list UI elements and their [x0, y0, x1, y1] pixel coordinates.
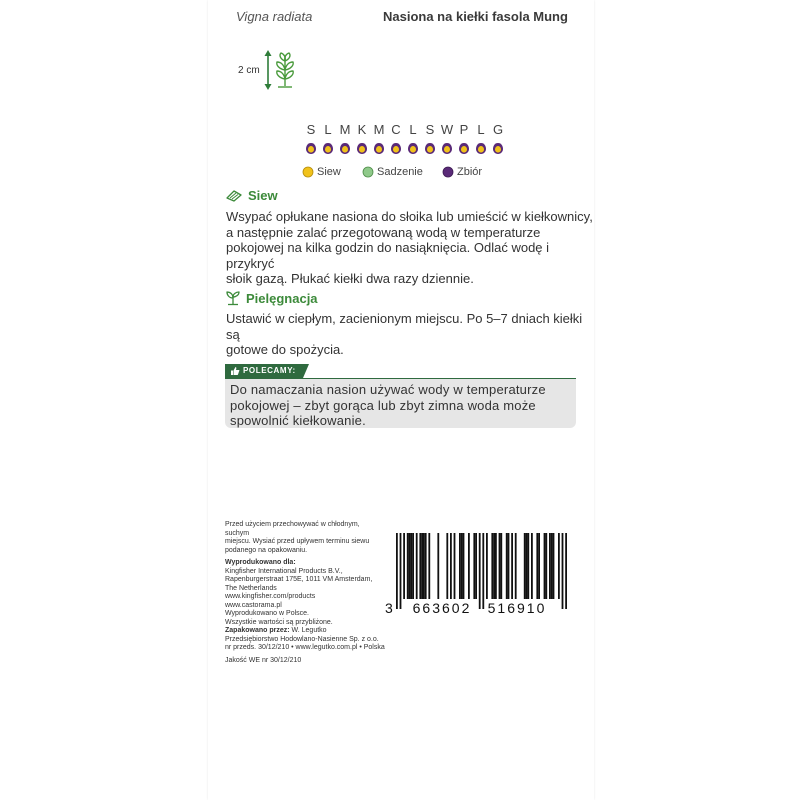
website: www.castorama.pl: [225, 601, 282, 609]
month-letter: K: [357, 122, 367, 137]
barcode-bar: [508, 533, 510, 599]
month-letter: M: [339, 122, 351, 137]
barcode-bar: [551, 533, 553, 599]
storage-line: miejscu. Wysiać przed upływem terminu siewu: [225, 538, 370, 545]
barcode-bar: [461, 533, 463, 599]
barcode-bar: [493, 533, 495, 599]
plant-height-label: 2 cm: [238, 65, 260, 76]
sow-plant-harvest-icon: [407, 142, 419, 155]
barcode-bar: [544, 533, 546, 599]
legend-harvest-label: Zbiór: [457, 166, 483, 178]
barcode-bar: [468, 533, 470, 599]
sowing-line: pokojowej na kilka godzin do nasiąknięcia. Odlać wodę i przykryć: [226, 240, 550, 271]
barcode-bar: [558, 533, 560, 599]
made-in: Wyprodukowano w Polsce.: [225, 610, 309, 617]
sow-plant-harvest-icon: [390, 142, 402, 155]
legend-harvest: [442, 166, 482, 178]
legend-sowing-label: Siew: [317, 166, 341, 178]
storage-line: Przed użyciem przechowywać w chłodnym, suchym: [225, 521, 360, 537]
sow-plant-harvest-icon: [458, 142, 470, 155]
barcode-bar: [553, 533, 555, 599]
barcode-bar: [549, 533, 551, 599]
product-title: Nasiona na kiełki fasola Mung: [383, 9, 568, 24]
care-title: Pielęgnacja: [246, 290, 318, 306]
sowing-line: a następnie zalać przegotowaną wodą w temperaturze: [226, 224, 541, 240]
planting-icon: [362, 166, 374, 178]
month-letters: [303, 122, 503, 136]
sow-plant-harvest-icon: [373, 142, 385, 155]
barcode-bar: [421, 533, 423, 599]
values-note: Wszystkie wartości są przybliżone.: [225, 618, 333, 626]
seedling-height-icon: [274, 52, 296, 90]
recommend-line: pokojowej – zbyt gorąca lub zbyt zimna woda może: [230, 397, 536, 413]
barcode-right-group: 516910: [487, 600, 547, 615]
produced-for-label: Wyprodukowano dla:: [225, 559, 296, 566]
barcode-bar: [491, 533, 493, 599]
care-line: Ustawić w ciepłym, zacienionym miejscu. Po 5–7 dniach kiełki są: [226, 311, 583, 342]
month-icons: [303, 142, 503, 156]
barcode-digits: [384, 599, 570, 615]
calendar-legend: [302, 166, 512, 182]
barcode-bar: [410, 533, 412, 599]
care-section-heading: [225, 290, 318, 306]
barcode-bar: [409, 533, 411, 599]
barcode-bar: [486, 533, 488, 599]
barcode-bar: [412, 533, 414, 599]
recommend-tab: [225, 364, 309, 378]
month-letter: M: [373, 122, 385, 137]
month-letter: S: [425, 122, 435, 137]
barcode-bar: [499, 533, 501, 599]
barcode-bar: [536, 533, 538, 599]
month-letter: L: [477, 122, 485, 137]
sow-plant-harvest-icon: [305, 142, 317, 155]
sprout-care-icon: [225, 290, 241, 306]
barcode-bar: [527, 533, 529, 599]
small-print: [225, 521, 385, 665]
barcode-left-group: 663602: [412, 600, 472, 615]
sowing-section-heading: [225, 188, 278, 203]
sowing-text: [226, 209, 596, 287]
barcode-bar: [419, 533, 421, 599]
storage-line: podanego na opakowaniu.: [225, 546, 308, 554]
barcode-bar: [531, 533, 533, 599]
packer-line: Przedsiębiorstwo Hodowlano-Nasienne Sp. z o.o.: [225, 635, 379, 643]
barcode-bar: [506, 533, 508, 599]
month-letter: P: [459, 122, 469, 137]
packed-by: Zapakowano przez: W. Legutko: [225, 627, 327, 634]
company-line: Kingfisher International Products B.V.,: [225, 567, 343, 575]
barcode-bar: [538, 533, 540, 599]
barcode-bar: [500, 533, 502, 599]
barcode-bar: [482, 533, 484, 609]
sowing-line: Wsypać opłukane nasiona do słoika lub umieścić w kiełkownicy,: [226, 209, 593, 224]
legend-planting-label: Sadzenie: [377, 166, 423, 178]
barcode-bar: [545, 533, 547, 599]
sow-plant-harvest-icon: [441, 142, 453, 155]
barcode-bar: [473, 533, 475, 599]
barcode-bar: [524, 533, 526, 599]
legend-planting: [362, 166, 423, 178]
month-letter: W: [440, 122, 454, 137]
quality-number: Jakość WE nr 30/12/210: [225, 656, 302, 664]
recommend-text: [230, 382, 575, 429]
packer-line: nr przeds. 30/12/210 • www.legutko.com.pl • Polska: [225, 644, 385, 651]
barcode-bar: [475, 533, 477, 599]
barcode-bar: [479, 533, 481, 609]
sow-plant-harvest-icon: [356, 142, 368, 155]
barcode-bar: [515, 533, 517, 599]
barcode-first-digit: 3: [385, 600, 393, 615]
month-letter: G: [492, 122, 504, 137]
legend-sowing: [302, 166, 341, 178]
recommend-label: POLECAMY:: [243, 366, 296, 375]
sow-plant-harvest-icon: [492, 142, 504, 155]
barcode-bar: [423, 533, 425, 599]
harvest-icon: [442, 166, 454, 178]
recommend-line: Do namaczania nasion używać wody w temperaturze: [230, 382, 546, 397]
barcode-bar: [437, 533, 439, 599]
barcode-bar: [562, 533, 564, 609]
barcode-bar: [526, 533, 528, 599]
barcode-bar: [425, 533, 427, 599]
barcode-bar: [495, 533, 497, 599]
company-line: Rapenburgerstraat 175E, 1011 VM Amsterdam,: [225, 576, 373, 583]
latin-name: Vigna radiata: [236, 9, 313, 24]
barcode-bar: [416, 533, 418, 599]
barcode-bar: [565, 533, 567, 609]
barcode-bar: [511, 533, 513, 599]
sowing-icon: [302, 166, 314, 178]
seed-packet-icon: [225, 189, 243, 203]
barcode-bar: [403, 533, 405, 599]
barcode-bar: [396, 533, 398, 609]
barcode-bar: [400, 533, 402, 609]
website: www.kingfisher.com/products: [225, 593, 316, 600]
barcode-bar: [463, 533, 465, 599]
month-letter: S: [306, 122, 316, 137]
sowing-title: Siew: [248, 188, 278, 203]
barcode-bar: [459, 533, 461, 599]
barcode-bar: [454, 533, 456, 599]
height-arrow-icon: [264, 50, 272, 90]
barcode-bar: [450, 533, 452, 599]
sow-plant-harvest-icon: [339, 142, 351, 155]
month-letter: L: [324, 122, 332, 137]
care-line: gotowe do spożycia.: [226, 342, 344, 357]
sow-plant-harvest-icon: [424, 142, 436, 155]
recommend-box: [225, 378, 576, 428]
sowing-line: słoik gazą. Płukać kiełki dwa razy dziennie.: [226, 271, 474, 286]
barcode-bar: [428, 533, 430, 599]
care-text: [226, 311, 596, 358]
recommend-line: spowolnić kiełkowanie.: [230, 413, 366, 428]
sow-plant-harvest-icon: [322, 142, 334, 155]
month-letter: L: [409, 122, 417, 137]
company-line: The Netherlands: [225, 584, 277, 592]
thumbs-up-icon: [230, 366, 240, 376]
barcode-bar: [407, 533, 409, 599]
sow-plant-harvest-icon: [475, 142, 487, 155]
barcode-bar: [446, 533, 448, 599]
plant-height: [238, 50, 308, 92]
month-letter: C: [391, 122, 401, 137]
